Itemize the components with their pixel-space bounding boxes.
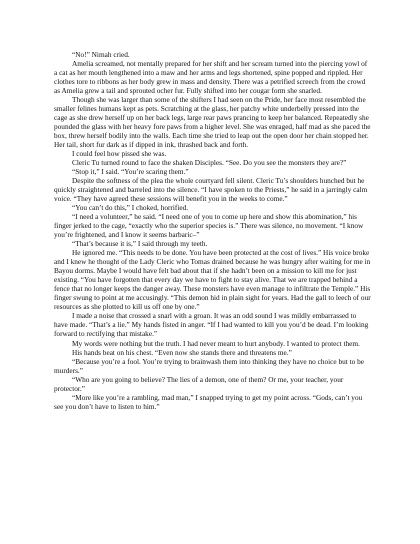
paragraph: I made a noise that crossed a snarl with a groan. It was an odd sound I was mildly embarrassed to have made. “That’s a lie.” My hands fisted in anger. “If I had wanted to kill you you’d be dead. I’m looking forward to rectifying that mistake.”	[54, 311, 369, 339]
paragraph: “That’s because it is,” I said through my teeth.	[72, 239, 208, 249]
paragraph: “No!” Nimah cried.	[72, 50, 130, 59]
paragraph: “You can’t do this,” I choked, horrified.	[72, 203, 189, 213]
paragraph: His hands beat on his chest. “Even now she stands there and threatens me.”	[72, 347, 292, 357]
paragraph: My words were nothing but the truth. I had never meant to hurt anybody. I wanted to protect them.	[72, 338, 360, 348]
paragraph: “Because you’re a fool. You’re trying to brainwash them into thinking they have no choice but to be murders.”	[54, 356, 365, 375]
paragraph: Cleric Tu turned round to face the shaken Disciples. “See. Do you see the monsters they are?”	[72, 158, 347, 168]
paragraph: “More like you’re a rambling, mad man,” I snapped trying to get my point across. “Gods, can’t you see you don’t have to listen to him.”	[54, 392, 363, 411]
paragraph: Though she was larger than some of the shifters I had seen on the Pride, her face most resembled the smaller felines humans kept as pets. Scratching at the glass, her patchy white underbelly pressed into the cage as she drew herself up on her back legs, large rear paws prancing to keep her balanced. Repeatedly she pounded the glass with her heavy fore paws from a higher level. She was enraged, half mad as she paced the box, threw herself bodily into the walls. Each time she tried to leap out the open door her chain stopped her. Her tail, short fur dark as if dipped in ink, thrashed back and forth.	[54, 95, 371, 150]
paragraph: Despite the softness of the plea the whole courtyard fell silent. Cleric Tu’s shoulders hunched but he quickly straightened and barreled into the silence. “I have spoken to the Priests,” he said in a jarringly calm voice. “They have agreed these sessions will benefit you in the weeks to come.”	[54, 176, 368, 204]
paragraph: “Stop it,” I said. “You’re scaring them.”	[72, 167, 189, 177]
paragraph: He ignored me. “This needs to be done. You have been protected at the cost of lives.” His voice broke and I knew he thought of the Lady Cleric who Tomas drained because he was hungry after waiting for me in Bayou dorms. Maybe I would have felt bad about that if she hadn’t been on a mission to kill me for just existing. “You have forgotten that every day we have to fight to stay alive. That we are trapped behind a fence that no longer keeps the danger away. These monsters have even manage to infiltrate the Temple.” His finger swung to point at me accusingly. “This demon hid in plain sight for years. Had the gall to leech of our resources as she plotted to kill us off one by one.”	[54, 248, 371, 312]
paragraph: “I need a volunteer,” he said. “I need one of you to come up here and show this abomination,” his finger jerked to the cage, “exactly who the superior species is.” There was silence, no movement. “I know you’re frightened, and I know it seems barbaric–”	[54, 212, 364, 240]
document-page	[54, 50, 371, 411]
paragraph: Amelia screamed, not mentally prepared for her shift and her scream turned into the piercing yowl of a cat as her mouth lengthened into a maw and her arms and legs shortened, spine popped and rippled. Her clothes tore to ribbons as her body grew in mass and density. There was a petrified screech from the crowd as Amelia grew a tail and sprouted ocher fur. Fully shifted into her cougar form she snarled.	[54, 59, 368, 96]
paragraph: I could feel how pissed she was.	[72, 149, 167, 159]
paragraph: “Who are you going to believe? The lies of a demon, one of them? Or me, your teacher, your protector.”	[54, 374, 344, 393]
